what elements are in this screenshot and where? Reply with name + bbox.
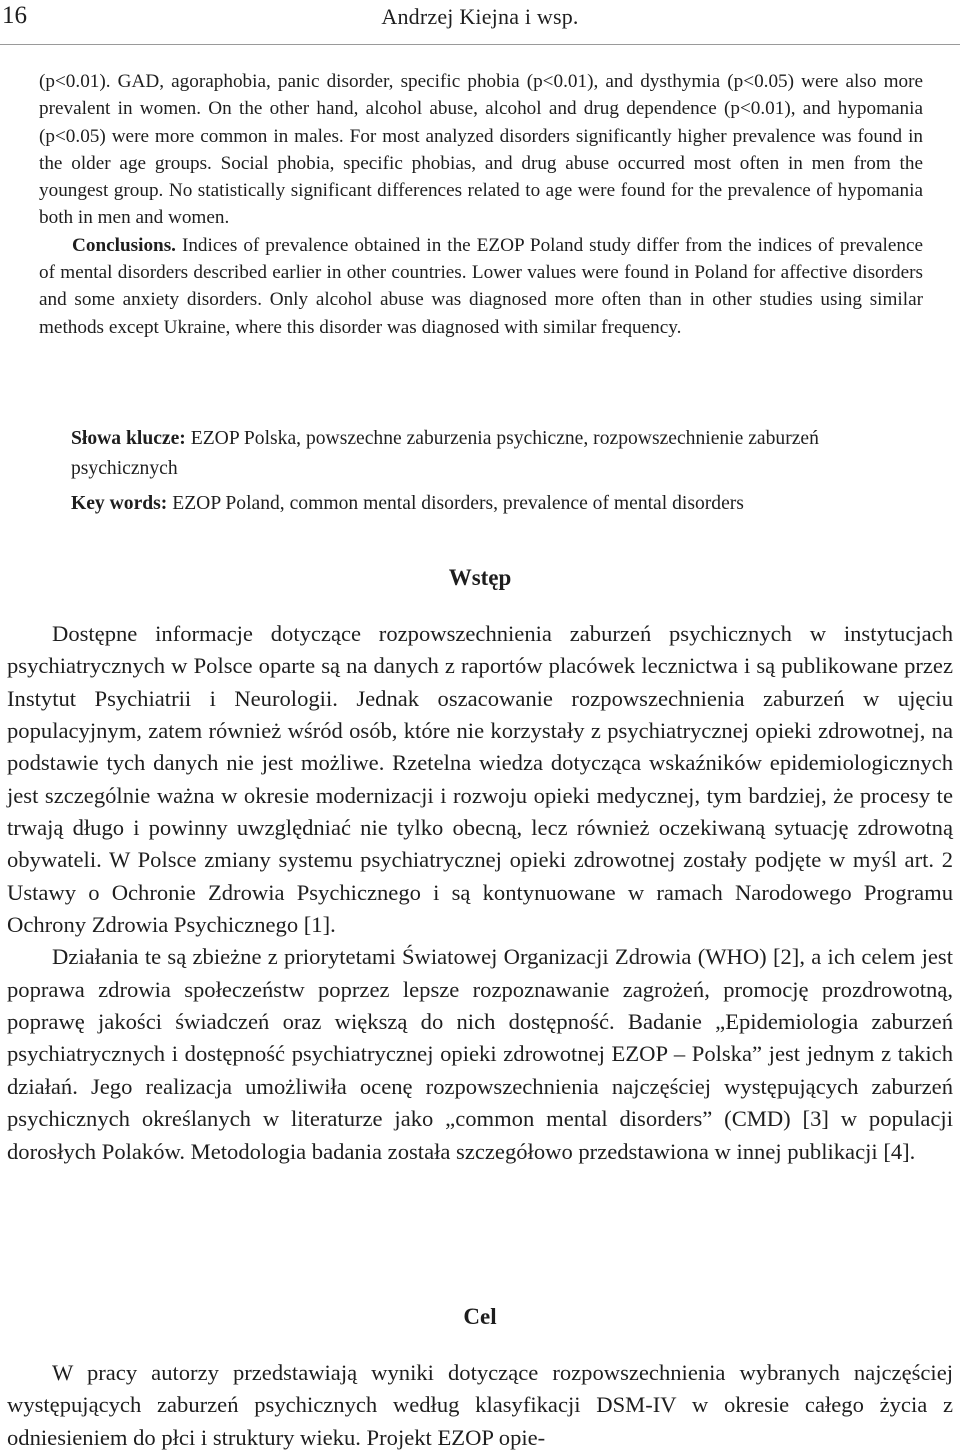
aim-paragraph: W pracy autorzy przedstawiają wyniki dotyczące rozpowszechnienia wybranych najczęściej występujących zaburzeń psychicznych według klasyfikacji DSM-IV w okresie całego życia z odniesieniem do płci i struktury wieku. Projekt EZOP opie- bbox=[7, 1360, 953, 1450]
keywords-english-text: EZOP Poland, common mental disorders, prevalence of mental disorders bbox=[167, 493, 744, 514]
abstract-conclusions-paragraph bbox=[39, 232, 923, 341]
introduction-paragraph: Działania te są zbieżne z priorytetami Światowej Organizacji Zdrowia (WHO) [2], a ich celem jest poprawa zdrowia społeczeństw poprzez lepsze rozpoznawanie zagrożeń, promocję prozdrowotną, poprawę jakości świadczeń oraz większą do nich dostępność. Badanie „Epidemiologia zaburzeń psychiatrycznych i dostępność psychiatrycznej opieki zdrowotnej EZOP – Polska” jest jednym z takich działań. Jego realizacja umożliwiła ocenę rozpowszechnienia najczęściej występujących zaburzeń psychicznych określanych w literaturze jako „common mental disorders” (CMD) [3] w populacji dorosłych Polaków. Metodologia badania została szczegółowo przedstawiona w innej publikacji [4]. bbox=[7, 944, 953, 1164]
page-header bbox=[0, 0, 960, 45]
page-number: 16 bbox=[2, 2, 27, 29]
keywords-polish bbox=[71, 424, 923, 483]
introduction-paragraph: Dostępne informacje dotyczące rozpowszechnienia zaburzeń psychicznych w instytucjach psychiatrycznych w Polsce oparte są na danych z raportów placówek lecznictwa i są publikowane przez Instytut Psychiatrii i Neurologii. Jednak oszacowanie rozpowszechnienia zaburzeń w ujęciu populacyjnym, zatem również wśród osób, które nie korzystały z psychiatrycznej opieki zdrowotnej, na podstawie tych danych nie jest możliwe. Rzetelna wiedza dotycząca wskaźników epidemiologicznych jest szczególnie ważna w okresie modernizacji i rozwoju opieki medycznej, tym bardziej, że procesy te trwają długo i powinny uwzględniać nie tylko obecną, lecz również oczekiwaną sytuację zdrowotną obywateli. W Polsce zmiany systemu psychiatrycznej opieki zdrowotnej zostały podjęte w myśl art. 2 Ustawy o Ochronie Zdrowia Psychicznego i są kontynuowane w ramach Narodowego Programu Ochrony Zdrowia Psychicznego [1]. bbox=[7, 621, 953, 938]
introduction-section bbox=[7, 618, 953, 1168]
abstract-section bbox=[39, 68, 923, 341]
conclusions-text: Indices of prevalence obtained in the EZOP Poland study differ from the indices of prevalence of mental disorders described earlier in other countries. Lower values were found in Poland for affective disorders and some anxiety disorders. Only alcohol abuse was diagnosed more often than in other studies using similar methods except Ukraine, where this disorder was diagnosed with similar frequency. bbox=[39, 234, 923, 338]
keywords-english bbox=[71, 489, 923, 519]
abstract-results-paragraph: (p<0.01). GAD, agoraphobia, panic disorder, specific phobia (p<0.01), and dysthymia (p<0.05) were also more prevalent in women. On the other hand, alcohol abuse, alcohol and drug dependence (p<0.01), and hypomania (p<0.05) were more common in males. For most analyzed disorders significantly higher prevalence was found in the older age groups. Social phobia, specific phobias, and drug abuse occurred most often in men from the youngest group. No statistically significant differences related to age were found for the prevalence of hypomania both in men and women. bbox=[39, 71, 923, 229]
keywords-polish-text: EZOP Polska, powszechne zaburzenia psychiczne, rozpowszechnienie zaburzeń psychicznych bbox=[71, 428, 819, 479]
keywords-polish-label: Słowa klucze: bbox=[71, 428, 186, 449]
section-heading-aim: Cel bbox=[463, 1304, 497, 1329]
conclusions-label: Conclusions. bbox=[72, 234, 176, 256]
running-head: Andrzej Kiejna i wsp. bbox=[381, 4, 579, 29]
section-heading-introduction: Wstęp bbox=[448, 565, 512, 590]
aim-section bbox=[7, 1357, 953, 1454]
keywords-english-label: Key words: bbox=[71, 493, 168, 514]
